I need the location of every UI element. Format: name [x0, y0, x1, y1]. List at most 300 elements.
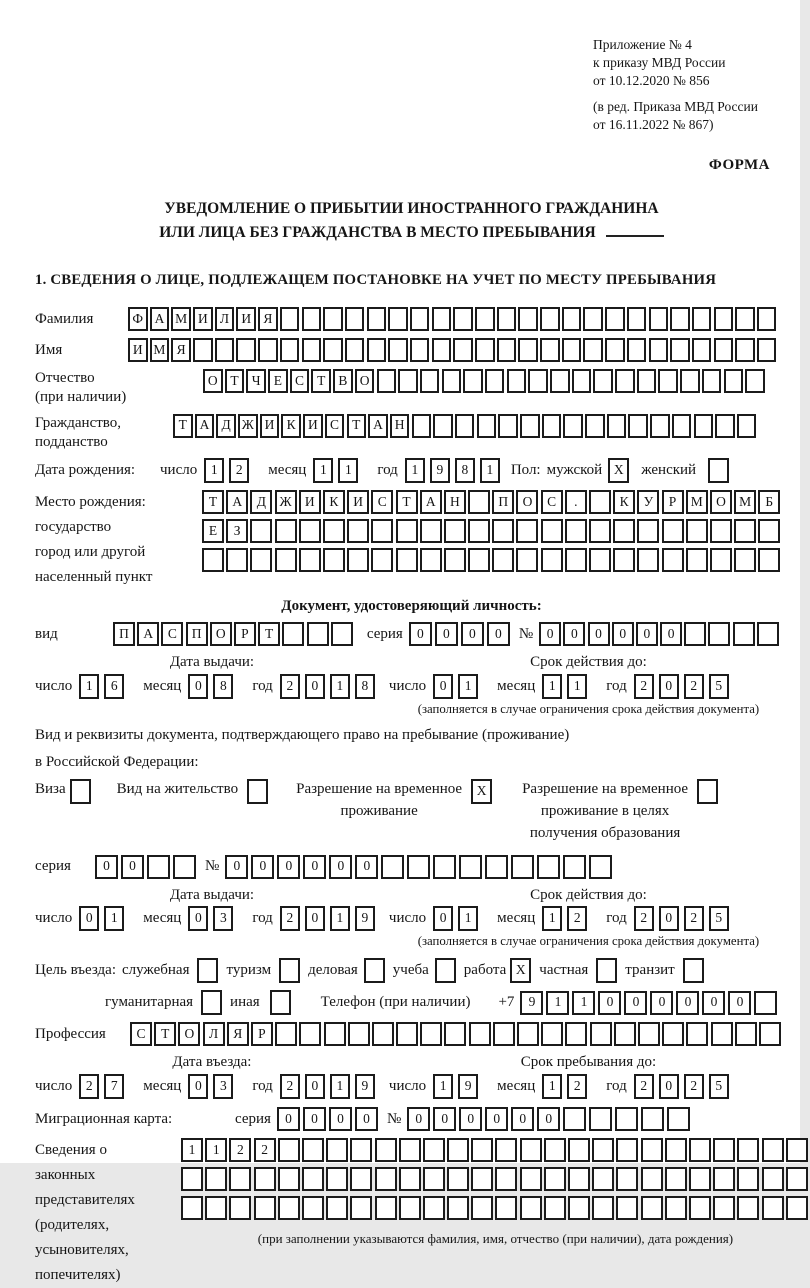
- form-cell[interactable]: [708, 622, 730, 646]
- form-cell[interactable]: О: [178, 1022, 200, 1046]
- form-cell[interactable]: [299, 1022, 321, 1046]
- form-cell[interactable]: Я: [171, 338, 191, 362]
- form-cell[interactable]: [540, 307, 560, 331]
- form-cell[interactable]: [432, 307, 452, 331]
- form-cell[interactable]: [754, 991, 777, 1015]
- form-cell[interactable]: 2: [280, 1074, 300, 1099]
- form-cell[interactable]: [665, 1138, 687, 1162]
- form-cell[interactable]: [70, 779, 91, 804]
- form-cell[interactable]: [662, 1022, 684, 1046]
- form-cell[interactable]: [711, 1022, 733, 1046]
- form-cell[interactable]: 9: [355, 1074, 375, 1099]
- form-cell[interactable]: [649, 307, 669, 331]
- form-cell[interactable]: 5: [709, 1074, 729, 1099]
- form-cell[interactable]: [270, 990, 291, 1015]
- form-cell[interactable]: 1: [338, 458, 358, 483]
- form-cell[interactable]: [589, 548, 611, 572]
- form-cell[interactable]: 6: [104, 674, 124, 699]
- form-cell[interactable]: [562, 307, 582, 331]
- form-cell[interactable]: [686, 1022, 708, 1046]
- form-cell[interactable]: [497, 307, 517, 331]
- form-cell[interactable]: [616, 1138, 638, 1162]
- form-cell[interactable]: [388, 338, 408, 362]
- form-cell[interactable]: [258, 338, 278, 362]
- form-cell[interactable]: И: [347, 490, 369, 514]
- form-cell[interactable]: [637, 548, 659, 572]
- form-cell[interactable]: Р: [662, 490, 684, 514]
- form-cell[interactable]: 1: [480, 458, 500, 483]
- form-cell[interactable]: К: [613, 490, 635, 514]
- form-cell[interactable]: [737, 1138, 759, 1162]
- form-cell[interactable]: [447, 1138, 469, 1162]
- form-cell[interactable]: [388, 307, 408, 331]
- form-cell[interactable]: [605, 338, 625, 362]
- form-cell[interactable]: 2: [634, 674, 654, 699]
- form-cell[interactable]: [683, 958, 704, 983]
- form-cell[interactable]: [589, 519, 611, 543]
- form-cell[interactable]: X: [471, 779, 492, 804]
- form-cell[interactable]: [517, 1022, 539, 1046]
- form-cell[interactable]: [786, 1196, 808, 1220]
- form-cell[interactable]: [735, 1022, 757, 1046]
- form-cell[interactable]: 0: [588, 622, 610, 646]
- form-cell[interactable]: [444, 1022, 466, 1046]
- form-cell[interactable]: [278, 1196, 300, 1220]
- form-cell[interactable]: 0: [407, 1107, 430, 1131]
- form-cell[interactable]: [435, 958, 456, 983]
- form-cell[interactable]: 0: [624, 991, 647, 1015]
- form-cell[interactable]: 0: [659, 674, 679, 699]
- form-cell[interactable]: [714, 307, 734, 331]
- form-cell[interactable]: [371, 548, 393, 572]
- form-cell[interactable]: [299, 519, 321, 543]
- form-cell[interactable]: Е: [268, 369, 288, 393]
- form-cell[interactable]: [563, 855, 586, 879]
- form-cell[interactable]: [442, 369, 462, 393]
- form-cell[interactable]: А: [137, 622, 159, 646]
- form-cell[interactable]: Д: [216, 414, 236, 438]
- form-cell[interactable]: 0: [598, 991, 621, 1015]
- form-cell[interactable]: [471, 1196, 493, 1220]
- form-cell[interactable]: 3: [213, 1074, 233, 1099]
- form-cell[interactable]: Я: [258, 307, 278, 331]
- form-cell[interactable]: О: [516, 490, 538, 514]
- form-cell[interactable]: 2: [634, 906, 654, 931]
- form-cell[interactable]: [282, 622, 304, 646]
- form-cell[interactable]: О: [355, 369, 375, 393]
- form-cell[interactable]: [432, 338, 452, 362]
- form-cell[interactable]: [724, 369, 744, 393]
- form-cell[interactable]: У: [637, 490, 659, 514]
- form-cell[interactable]: 0: [305, 906, 325, 931]
- form-cell[interactable]: [734, 519, 756, 543]
- form-cell[interactable]: [302, 1167, 324, 1191]
- form-cell[interactable]: Р: [251, 1022, 273, 1046]
- form-cell[interactable]: [254, 1167, 276, 1191]
- form-cell[interactable]: [615, 1107, 638, 1131]
- form-cell[interactable]: [565, 1022, 587, 1046]
- form-cell[interactable]: Т: [311, 369, 331, 393]
- form-cell[interactable]: [563, 1107, 586, 1131]
- form-cell[interactable]: [459, 855, 482, 879]
- form-cell[interactable]: 5: [709, 906, 729, 931]
- form-cell[interactable]: 8: [213, 674, 233, 699]
- form-cell[interactable]: [471, 1167, 493, 1191]
- form-cell[interactable]: [520, 1138, 542, 1162]
- form-cell[interactable]: С: [290, 369, 310, 393]
- form-cell[interactable]: [215, 338, 235, 362]
- form-cell[interactable]: [540, 338, 560, 362]
- form-cell[interactable]: [516, 519, 538, 543]
- form-cell[interactable]: 1: [567, 674, 587, 699]
- form-cell[interactable]: С: [325, 414, 345, 438]
- form-cell[interactable]: 1: [79, 674, 99, 699]
- form-cell[interactable]: [541, 548, 563, 572]
- form-cell[interactable]: [347, 548, 369, 572]
- form-cell[interactable]: [583, 338, 603, 362]
- form-cell[interactable]: [520, 414, 540, 438]
- form-cell[interactable]: П: [492, 490, 514, 514]
- form-cell[interactable]: [737, 1167, 759, 1191]
- form-cell[interactable]: М: [150, 338, 170, 362]
- form-cell[interactable]: [544, 1138, 566, 1162]
- form-cell[interactable]: [302, 338, 322, 362]
- form-cell[interactable]: 0: [433, 674, 453, 699]
- form-cell[interactable]: [670, 338, 690, 362]
- form-cell[interactable]: [641, 1138, 663, 1162]
- form-cell[interactable]: [516, 548, 538, 572]
- form-cell[interactable]: [713, 1167, 735, 1191]
- form-cell[interactable]: [407, 855, 430, 879]
- form-cell[interactable]: [302, 1138, 324, 1162]
- form-cell[interactable]: [229, 1167, 251, 1191]
- form-cell[interactable]: О: [710, 490, 732, 514]
- form-cell[interactable]: [453, 307, 473, 331]
- form-cell[interactable]: 0: [305, 674, 325, 699]
- form-cell[interactable]: [275, 519, 297, 543]
- form-cell[interactable]: [367, 338, 387, 362]
- form-cell[interactable]: Е: [202, 519, 224, 543]
- form-cell[interactable]: [226, 548, 248, 572]
- form-cell[interactable]: [367, 307, 387, 331]
- form-cell[interactable]: 9: [458, 1074, 478, 1099]
- form-cell[interactable]: 1: [433, 1074, 453, 1099]
- form-cell[interactable]: И: [193, 307, 213, 331]
- form-cell[interactable]: [667, 1107, 690, 1131]
- form-cell[interactable]: Т: [202, 490, 224, 514]
- form-cell[interactable]: К: [281, 414, 301, 438]
- form-cell[interactable]: [583, 307, 603, 331]
- form-cell[interactable]: [254, 1196, 276, 1220]
- form-cell[interactable]: [375, 1196, 397, 1220]
- form-cell[interactable]: [444, 519, 466, 543]
- form-cell[interactable]: 1: [181, 1138, 203, 1162]
- form-cell[interactable]: 0: [511, 1107, 534, 1131]
- form-cell[interactable]: [492, 548, 514, 572]
- form-cell[interactable]: И: [260, 414, 280, 438]
- form-cell[interactable]: [511, 855, 534, 879]
- form-cell[interactable]: А: [195, 414, 215, 438]
- form-cell[interactable]: 0: [355, 855, 378, 879]
- form-cell[interactable]: И: [236, 307, 256, 331]
- form-cell[interactable]: [714, 338, 734, 362]
- form-cell[interactable]: Д: [250, 490, 272, 514]
- form-cell[interactable]: .: [565, 490, 587, 514]
- form-cell[interactable]: [757, 307, 777, 331]
- form-cell[interactable]: [628, 414, 648, 438]
- form-cell[interactable]: [348, 1022, 370, 1046]
- form-cell[interactable]: С: [161, 622, 183, 646]
- form-cell[interactable]: 1: [458, 906, 478, 931]
- form-cell[interactable]: X: [608, 458, 629, 483]
- form-cell[interactable]: 2: [254, 1138, 276, 1162]
- form-cell[interactable]: [302, 1196, 324, 1220]
- form-cell[interactable]: 0: [277, 855, 300, 879]
- form-cell[interactable]: А: [368, 414, 388, 438]
- form-cell[interactable]: [733, 622, 755, 646]
- form-cell[interactable]: 0: [728, 991, 751, 1015]
- form-cell[interactable]: [708, 458, 729, 483]
- form-cell[interactable]: [762, 1196, 784, 1220]
- form-cell[interactable]: 2: [567, 906, 587, 931]
- form-cell[interactable]: [280, 307, 300, 331]
- form-cell[interactable]: 1: [204, 458, 224, 483]
- form-cell[interactable]: [377, 369, 397, 393]
- form-cell[interactable]: [528, 369, 548, 393]
- form-cell[interactable]: [697, 779, 718, 804]
- form-cell[interactable]: [453, 338, 473, 362]
- form-cell[interactable]: [371, 519, 393, 543]
- form-cell[interactable]: 0: [305, 1074, 325, 1099]
- form-cell[interactable]: [477, 414, 497, 438]
- form-cell[interactable]: [381, 855, 404, 879]
- form-cell[interactable]: [662, 548, 684, 572]
- form-cell[interactable]: [627, 338, 647, 362]
- form-cell[interactable]: 2: [684, 674, 704, 699]
- form-cell[interactable]: [468, 519, 490, 543]
- form-cell[interactable]: [350, 1167, 372, 1191]
- form-cell[interactable]: [627, 307, 647, 331]
- form-cell[interactable]: [544, 1196, 566, 1220]
- form-cell[interactable]: [672, 414, 692, 438]
- form-cell[interactable]: 0: [225, 855, 248, 879]
- form-cell[interactable]: [495, 1138, 517, 1162]
- form-cell[interactable]: [694, 414, 714, 438]
- form-cell[interactable]: [537, 855, 560, 879]
- form-cell[interactable]: 9: [355, 906, 375, 931]
- form-cell[interactable]: 2: [567, 1074, 587, 1099]
- form-cell[interactable]: 0: [485, 1107, 508, 1131]
- form-cell[interactable]: [345, 338, 365, 362]
- form-cell[interactable]: [616, 1196, 638, 1220]
- form-cell[interactable]: [638, 1022, 660, 1046]
- form-cell[interactable]: [641, 1107, 664, 1131]
- form-cell[interactable]: 0: [79, 906, 99, 931]
- form-cell[interactable]: [492, 519, 514, 543]
- form-cell[interactable]: [665, 1196, 687, 1220]
- form-cell[interactable]: X: [510, 958, 531, 983]
- form-cell[interactable]: 0: [251, 855, 274, 879]
- form-cell[interactable]: 1: [330, 674, 350, 699]
- form-cell[interactable]: [605, 307, 625, 331]
- form-cell[interactable]: 0: [435, 622, 458, 646]
- form-cell[interactable]: [410, 338, 430, 362]
- form-cell[interactable]: И: [299, 490, 321, 514]
- form-cell[interactable]: [423, 1138, 445, 1162]
- form-cell[interactable]: Ч: [246, 369, 266, 393]
- form-cell[interactable]: С: [130, 1022, 152, 1046]
- form-cell[interactable]: [589, 490, 611, 514]
- form-cell[interactable]: [350, 1138, 372, 1162]
- form-cell[interactable]: [485, 369, 505, 393]
- form-cell[interactable]: [350, 1196, 372, 1220]
- form-cell[interactable]: 3: [213, 906, 233, 931]
- form-cell[interactable]: [447, 1196, 469, 1220]
- form-cell[interactable]: [193, 338, 213, 362]
- form-cell[interactable]: [412, 414, 432, 438]
- form-cell[interactable]: М: [686, 490, 708, 514]
- form-cell[interactable]: 0: [95, 855, 118, 879]
- form-cell[interactable]: [759, 1022, 781, 1046]
- form-cell[interactable]: Ф: [128, 307, 148, 331]
- form-cell[interactable]: Ж: [238, 414, 258, 438]
- form-cell[interactable]: [396, 1022, 418, 1046]
- form-cell[interactable]: 0: [121, 855, 144, 879]
- form-cell[interactable]: 0: [487, 622, 510, 646]
- form-cell[interactable]: [692, 307, 712, 331]
- form-cell[interactable]: [715, 414, 735, 438]
- form-cell[interactable]: [447, 1167, 469, 1191]
- form-cell[interactable]: 9: [430, 458, 450, 483]
- form-cell[interactable]: [507, 369, 527, 393]
- form-cell[interactable]: [592, 1167, 614, 1191]
- form-cell[interactable]: [572, 369, 592, 393]
- form-cell[interactable]: [475, 307, 495, 331]
- form-cell[interactable]: [649, 338, 669, 362]
- form-cell[interactable]: 0: [409, 622, 432, 646]
- form-cell[interactable]: [592, 1138, 614, 1162]
- form-cell[interactable]: [468, 548, 490, 572]
- form-cell[interactable]: [542, 414, 562, 438]
- form-cell[interactable]: 0: [188, 674, 208, 699]
- form-cell[interactable]: 0: [188, 1074, 208, 1099]
- form-cell[interactable]: 1: [405, 458, 425, 483]
- form-cell[interactable]: [205, 1196, 227, 1220]
- form-cell[interactable]: [495, 1196, 517, 1220]
- form-cell[interactable]: [444, 548, 466, 572]
- form-cell[interactable]: [689, 1167, 711, 1191]
- form-cell[interactable]: [433, 414, 453, 438]
- form-cell[interactable]: [307, 622, 329, 646]
- form-cell[interactable]: Н: [390, 414, 410, 438]
- form-cell[interactable]: [614, 1022, 636, 1046]
- form-cell[interactable]: А: [150, 307, 170, 331]
- form-cell[interactable]: 1: [546, 991, 569, 1015]
- form-cell[interactable]: [398, 369, 418, 393]
- form-cell[interactable]: [275, 1022, 297, 1046]
- form-cell[interactable]: 2: [229, 458, 249, 483]
- form-cell[interactable]: [713, 1138, 735, 1162]
- form-cell[interactable]: [347, 519, 369, 543]
- form-cell[interactable]: [181, 1196, 203, 1220]
- form-cell[interactable]: [410, 307, 430, 331]
- form-cell[interactable]: [665, 1167, 687, 1191]
- form-cell[interactable]: 0: [539, 622, 561, 646]
- form-cell[interactable]: 0: [612, 622, 634, 646]
- form-cell[interactable]: Л: [203, 1022, 225, 1046]
- form-cell[interactable]: [498, 414, 518, 438]
- form-cell[interactable]: [375, 1167, 397, 1191]
- form-cell[interactable]: [302, 307, 322, 331]
- form-cell[interactable]: К: [323, 490, 345, 514]
- form-cell[interactable]: [323, 548, 345, 572]
- form-cell[interactable]: [662, 519, 684, 543]
- form-cell[interactable]: [616, 1167, 638, 1191]
- form-cell[interactable]: [471, 1138, 493, 1162]
- form-cell[interactable]: [585, 414, 605, 438]
- form-cell[interactable]: [786, 1138, 808, 1162]
- form-cell[interactable]: [375, 1138, 397, 1162]
- form-cell[interactable]: [541, 1022, 563, 1046]
- form-cell[interactable]: 8: [455, 458, 475, 483]
- form-cell[interactable]: [205, 1167, 227, 1191]
- form-cell[interactable]: [568, 1167, 590, 1191]
- form-cell[interactable]: [713, 1196, 735, 1220]
- form-cell[interactable]: [593, 369, 613, 393]
- form-cell[interactable]: 1: [330, 1074, 350, 1099]
- form-cell[interactable]: 1: [313, 458, 333, 483]
- form-cell[interactable]: П: [186, 622, 208, 646]
- form-cell[interactable]: [565, 519, 587, 543]
- form-cell[interactable]: Т: [225, 369, 245, 393]
- form-cell[interactable]: [518, 338, 538, 362]
- form-cell[interactable]: [278, 1138, 300, 1162]
- form-cell[interactable]: [615, 369, 635, 393]
- form-cell[interactable]: [326, 1167, 348, 1191]
- form-cell[interactable]: А: [226, 490, 248, 514]
- form-cell[interactable]: [686, 519, 708, 543]
- form-cell[interactable]: [278, 1167, 300, 1191]
- form-cell[interactable]: [495, 1167, 517, 1191]
- form-cell[interactable]: [710, 519, 732, 543]
- form-cell[interactable]: [433, 855, 456, 879]
- form-cell[interactable]: [786, 1167, 808, 1191]
- form-cell[interactable]: [324, 1022, 346, 1046]
- form-cell[interactable]: [758, 548, 780, 572]
- form-cell[interactable]: [485, 855, 508, 879]
- form-cell[interactable]: [399, 1138, 421, 1162]
- form-cell[interactable]: 7: [104, 1074, 124, 1099]
- form-cell[interactable]: [692, 338, 712, 362]
- form-cell[interactable]: 2: [280, 674, 300, 699]
- form-cell[interactable]: [568, 1138, 590, 1162]
- form-cell[interactable]: [702, 369, 722, 393]
- form-cell[interactable]: [613, 548, 635, 572]
- form-cell[interactable]: [323, 519, 345, 543]
- form-cell[interactable]: [758, 519, 780, 543]
- form-cell[interactable]: М: [171, 307, 191, 331]
- form-cell[interactable]: [299, 548, 321, 572]
- form-cell[interactable]: 2: [684, 906, 704, 931]
- form-cell[interactable]: [680, 369, 700, 393]
- form-cell[interactable]: [686, 548, 708, 572]
- form-cell[interactable]: 0: [563, 622, 585, 646]
- form-cell[interactable]: [197, 958, 218, 983]
- form-cell[interactable]: А: [420, 490, 442, 514]
- form-cell[interactable]: 1: [542, 906, 562, 931]
- form-cell[interactable]: [493, 1022, 515, 1046]
- form-cell[interactable]: [247, 779, 268, 804]
